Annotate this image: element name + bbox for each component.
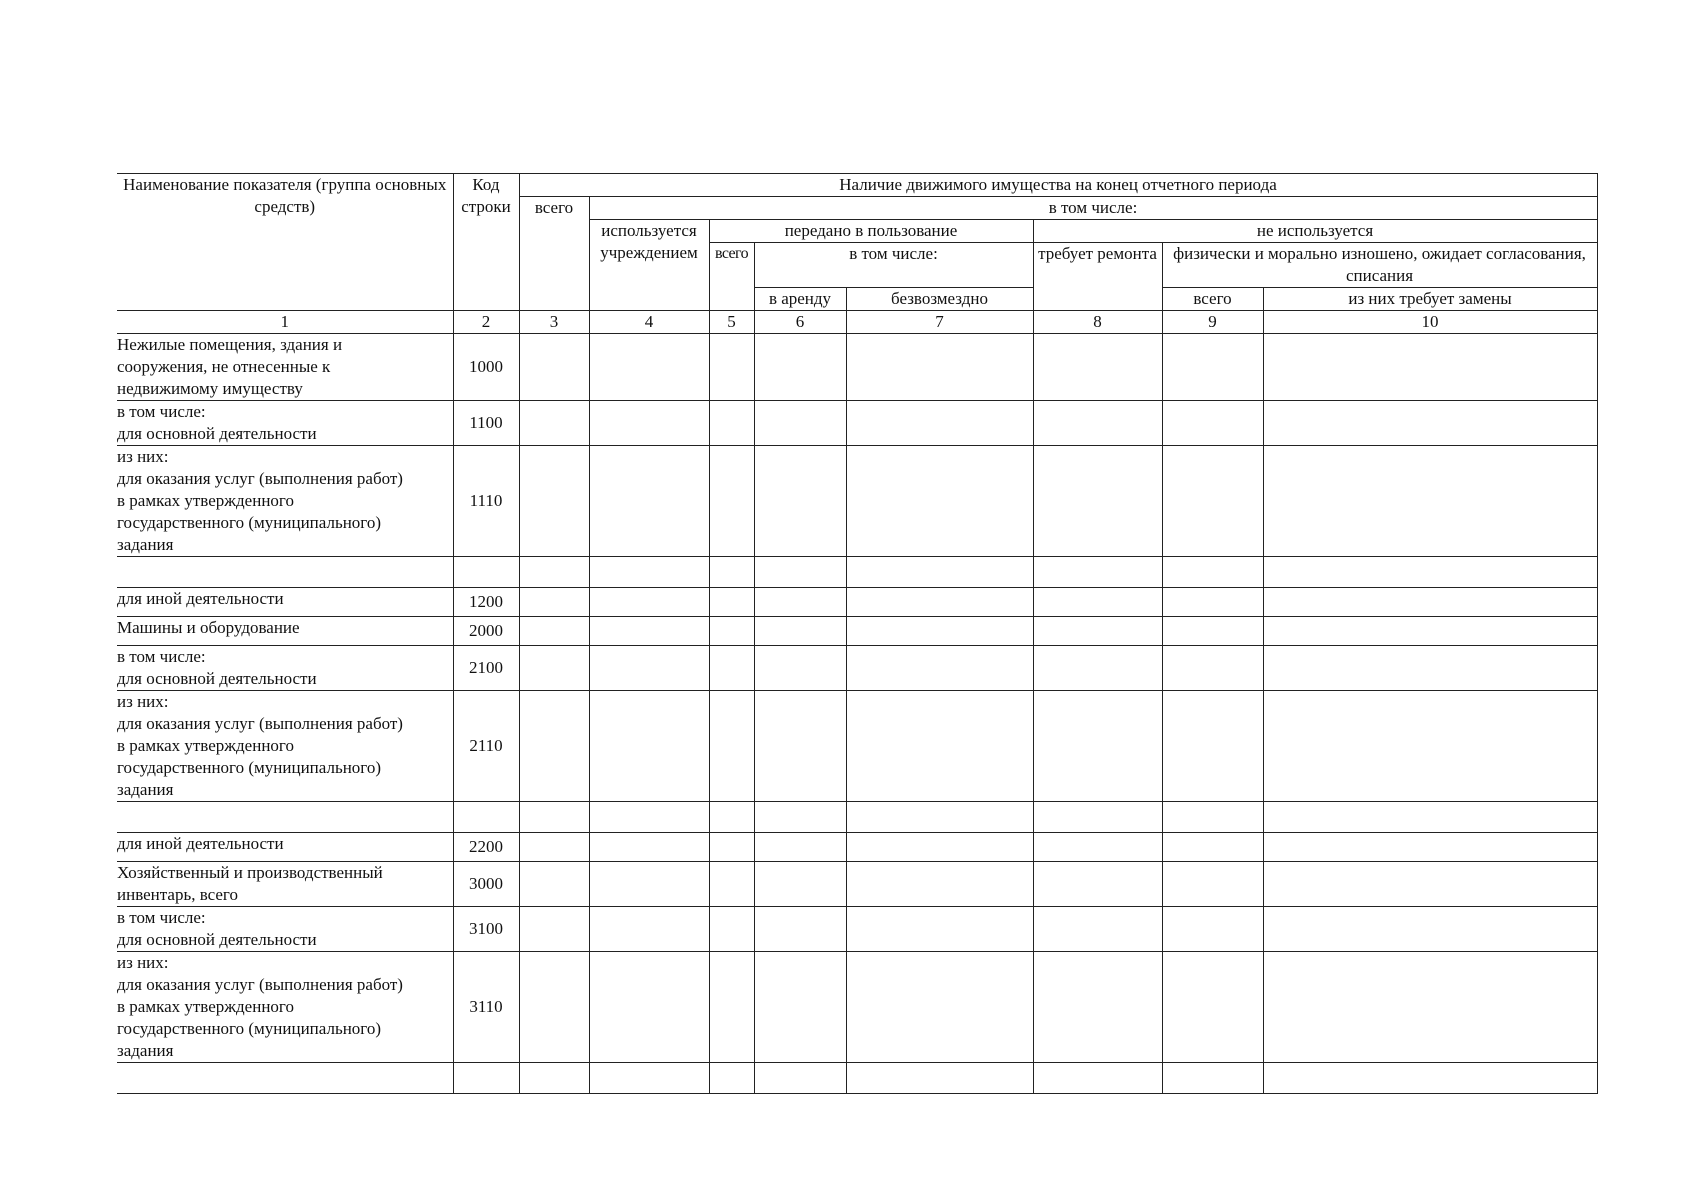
value-cell-col-4[interactable] <box>589 557 709 588</box>
header-not-used: не используется <box>1033 220 1597 243</box>
value-cell-col-10[interactable] <box>1263 588 1597 617</box>
value-cell-col-5[interactable] <box>709 833 754 862</box>
value-cell-col-3[interactable] <box>519 802 589 833</box>
header-free-of-charge: безвозмездно <box>846 288 1033 311</box>
table-row <box>117 401 1597 446</box>
value-cell-col-8[interactable] <box>1033 802 1162 833</box>
row-name-cell <box>117 557 453 588</box>
value-cell-col-10[interactable] <box>1263 691 1597 802</box>
row-code-cell: 3110 <box>453 952 519 1063</box>
header-main-group: Наличие движимого имущества на конец отчетного периода <box>519 174 1597 197</box>
header-needs-replacement: из них требует замены <box>1263 288 1597 311</box>
value-cell-col-3[interactable] <box>519 907 589 952</box>
value-cell-col-5[interactable] <box>709 691 754 802</box>
value-cell-col-10[interactable] <box>1263 1063 1597 1094</box>
value-cell-col-9[interactable] <box>1162 833 1263 862</box>
value-cell-col-4[interactable] <box>589 907 709 952</box>
value-cell-col-4[interactable] <box>589 862 709 907</box>
column-number: 4 <box>589 311 709 334</box>
row-code-cell: 1100 <box>453 401 519 446</box>
value-cell-col-8[interactable] <box>1033 1063 1162 1094</box>
column-number: 8 <box>1033 311 1162 334</box>
column-number: 10 <box>1263 311 1597 334</box>
table-row <box>117 1063 1597 1094</box>
value-cell-col-6[interactable] <box>754 401 846 446</box>
value-cell-col-6[interactable] <box>754 588 846 617</box>
value-cell-col-6[interactable] <box>754 691 846 802</box>
row-code-cell: 2200 <box>453 833 519 862</box>
value-cell-col-5[interactable] <box>709 1063 754 1094</box>
value-cell-col-4[interactable] <box>589 334 709 401</box>
value-cell-col-3[interactable] <box>519 588 589 617</box>
value-cell-col-9[interactable] <box>1162 952 1263 1063</box>
value-cell-col-8[interactable] <box>1033 691 1162 802</box>
row-code-cell: 2100 <box>453 646 519 691</box>
column-number: 6 <box>754 311 846 334</box>
column-number: 5 <box>709 311 754 334</box>
value-cell-col-6[interactable] <box>754 617 846 646</box>
value-cell-col-10[interactable] <box>1263 907 1597 952</box>
value-cell-col-6[interactable] <box>754 907 846 952</box>
table-header <box>117 174 1597 334</box>
value-cell-col-10[interactable] <box>1263 802 1597 833</box>
header-transferred-total: всего <box>709 243 754 311</box>
row-code-cell <box>453 1063 519 1094</box>
row-code-cell: 1000 <box>453 334 519 401</box>
row-name-cell <box>117 802 453 833</box>
table-row <box>117 907 1597 952</box>
header-needs-repair: требует ремонта <box>1033 243 1162 311</box>
value-cell-col-9[interactable] <box>1162 617 1263 646</box>
row-code-cell <box>453 802 519 833</box>
value-cell-col-9[interactable] <box>1162 646 1263 691</box>
header-transferred: передано в пользование <box>709 220 1033 243</box>
table-row <box>117 691 1597 802</box>
column-number-row <box>117 311 1597 334</box>
value-cell-col-4[interactable] <box>589 1063 709 1094</box>
row-name-cell <box>117 1063 453 1094</box>
table-row <box>117 802 1597 833</box>
value-cell-col-7[interactable] <box>846 1063 1033 1094</box>
value-cell-col-7[interactable] <box>846 401 1033 446</box>
table-row <box>117 617 1597 646</box>
value-cell-col-3[interactable] <box>519 646 589 691</box>
header-worn-out: физически и морально изношено, ожидает согласования, списания <box>1162 243 1597 288</box>
row-name-cell: в том числе: для основной деятельности <box>117 401 453 446</box>
value-cell-col-5[interactable] <box>709 862 754 907</box>
table-row <box>117 588 1597 617</box>
table-row <box>117 557 1597 588</box>
header-transferred-including: в том числе: <box>754 243 1033 288</box>
value-cell-col-10[interactable] <box>1263 952 1597 1063</box>
value-cell-col-9[interactable] <box>1162 862 1263 907</box>
value-cell-col-8[interactable] <box>1033 557 1162 588</box>
value-cell-col-6[interactable] <box>754 646 846 691</box>
table-row <box>117 952 1597 1063</box>
value-cell-col-4[interactable] <box>589 446 709 557</box>
value-cell-col-4[interactable] <box>589 401 709 446</box>
value-cell-col-8[interactable] <box>1033 617 1162 646</box>
column-number: 1 <box>117 311 453 334</box>
value-cell-col-8[interactable] <box>1033 833 1162 862</box>
header-total: всего <box>519 197 589 311</box>
row-code-cell: 3100 <box>453 907 519 952</box>
value-cell-col-5[interactable] <box>709 907 754 952</box>
value-cell-col-6[interactable] <box>754 334 846 401</box>
property-report-table <box>117 173 1598 1094</box>
value-cell-col-3[interactable] <box>519 862 589 907</box>
value-cell-col-9[interactable] <box>1162 691 1263 802</box>
value-cell-col-10[interactable] <box>1263 646 1597 691</box>
table-body <box>117 334 1597 1094</box>
value-cell-col-4[interactable] <box>589 691 709 802</box>
row-code-cell: 3000 <box>453 862 519 907</box>
value-cell-col-6[interactable] <box>754 952 846 1063</box>
value-cell-col-5[interactable] <box>709 446 754 557</box>
value-cell-col-5[interactable] <box>709 646 754 691</box>
row-name-cell: из них: для оказания услуг (выполнения работ) в рамках утвержденного государственного (муниципального) задания <box>117 446 453 557</box>
value-cell-col-9[interactable] <box>1162 802 1263 833</box>
row-code-cell <box>453 557 519 588</box>
value-cell-col-3[interactable] <box>519 557 589 588</box>
value-cell-col-7[interactable] <box>846 557 1033 588</box>
value-cell-col-9[interactable] <box>1162 1063 1263 1094</box>
value-cell-col-7[interactable] <box>846 646 1033 691</box>
value-cell-col-5[interactable] <box>709 617 754 646</box>
column-number: 7 <box>846 311 1033 334</box>
row-name-cell: из них: для оказания услуг (выполнения работ) в рамках утвержденного государственного (муниципального) задания <box>117 691 453 802</box>
table-row <box>117 833 1597 862</box>
value-cell-col-7[interactable] <box>846 691 1033 802</box>
value-cell-col-7[interactable] <box>846 952 1033 1063</box>
value-cell-col-6[interactable] <box>754 833 846 862</box>
value-cell-col-5[interactable] <box>709 557 754 588</box>
value-cell-col-7[interactable] <box>846 907 1033 952</box>
value-cell-col-10[interactable] <box>1263 401 1597 446</box>
table-row <box>117 646 1597 691</box>
header-rent: в аренду <box>754 288 846 311</box>
value-cell-col-3[interactable] <box>519 334 589 401</box>
value-cell-col-6[interactable] <box>754 446 846 557</box>
table-row <box>117 446 1597 557</box>
row-name-cell: из них: для оказания услуг (выполнения работ) в рамках утвержденного государственного (муниципального) задания <box>117 952 453 1063</box>
value-cell-col-6[interactable] <box>754 802 846 833</box>
table-row <box>117 334 1597 401</box>
header-name-column: Наименование показателя (группа основных средств) <box>117 174 453 311</box>
header-code-column: Код строки <box>453 174 519 311</box>
value-cell-col-3[interactable] <box>519 952 589 1063</box>
value-cell-col-6[interactable] <box>754 862 846 907</box>
value-cell-col-5[interactable] <box>709 802 754 833</box>
value-cell-col-6[interactable] <box>754 557 846 588</box>
value-cell-col-10[interactable] <box>1263 833 1597 862</box>
column-number: 9 <box>1162 311 1263 334</box>
value-cell-col-7[interactable] <box>846 617 1033 646</box>
value-cell-col-5[interactable] <box>709 401 754 446</box>
value-cell-col-10[interactable] <box>1263 446 1597 557</box>
value-cell-col-5[interactable] <box>709 952 754 1063</box>
value-cell-col-4[interactable] <box>589 802 709 833</box>
header-used-by-institution: используется учреждением <box>589 220 709 311</box>
value-cell-col-4[interactable] <box>589 952 709 1063</box>
row-name-cell: Нежилые помещения, здания и сооружения, не отнесенные к недвижимому имуществу <box>117 334 453 401</box>
value-cell-col-9[interactable] <box>1162 401 1263 446</box>
row-code-cell: 2000 <box>453 617 519 646</box>
column-number: 2 <box>453 311 519 334</box>
value-cell-col-9[interactable] <box>1162 588 1263 617</box>
value-cell-col-7[interactable] <box>846 802 1033 833</box>
row-name-cell: Машины и оборудование <box>117 617 453 646</box>
value-cell-col-9[interactable] <box>1162 446 1263 557</box>
value-cell-col-5[interactable] <box>709 588 754 617</box>
row-name-cell: для иной деятельности <box>117 833 453 862</box>
value-cell-col-4[interactable] <box>589 646 709 691</box>
value-cell-col-7[interactable] <box>846 833 1033 862</box>
value-cell-col-8[interactable] <box>1033 952 1162 1063</box>
value-cell-col-3[interactable] <box>519 446 589 557</box>
value-cell-col-10[interactable] <box>1263 334 1597 401</box>
value-cell-col-3[interactable] <box>519 691 589 802</box>
value-cell-col-10[interactable] <box>1263 617 1597 646</box>
value-cell-col-10[interactable] <box>1263 557 1597 588</box>
column-number: 3 <box>519 311 589 334</box>
value-cell-col-5[interactable] <box>709 334 754 401</box>
row-name-cell: Хозяйственный и производственный инвентарь, всего <box>117 862 453 907</box>
header-including: в том числе: <box>589 197 1597 220</box>
row-code-cell: 1200 <box>453 588 519 617</box>
value-cell-col-8[interactable] <box>1033 334 1162 401</box>
row-code-cell: 2110 <box>453 691 519 802</box>
value-cell-col-9[interactable] <box>1162 907 1263 952</box>
value-cell-col-7[interactable] <box>846 588 1033 617</box>
value-cell-col-8[interactable] <box>1033 646 1162 691</box>
value-cell-col-8[interactable] <box>1033 862 1162 907</box>
row-name-cell: в том числе: для основной деятельности <box>117 646 453 691</box>
value-cell-col-8[interactable] <box>1033 446 1162 557</box>
value-cell-col-7[interactable] <box>846 446 1033 557</box>
value-cell-col-3[interactable] <box>519 833 589 862</box>
row-name-cell: для иной деятельности <box>117 588 453 617</box>
header-worn-total: всего <box>1162 288 1263 311</box>
value-cell-col-3[interactable] <box>519 1063 589 1094</box>
value-cell-col-3[interactable] <box>519 401 589 446</box>
value-cell-col-7[interactable] <box>846 862 1033 907</box>
value-cell-col-10[interactable] <box>1263 862 1597 907</box>
value-cell-col-6[interactable] <box>754 1063 846 1094</box>
row-code-cell: 1110 <box>453 446 519 557</box>
table-row <box>117 862 1597 907</box>
value-cell-col-9[interactable] <box>1162 557 1263 588</box>
value-cell-col-4[interactable] <box>589 833 709 862</box>
value-cell-col-3[interactable] <box>519 617 589 646</box>
value-cell-col-8[interactable] <box>1033 907 1162 952</box>
value-cell-col-7[interactable] <box>846 334 1033 401</box>
value-cell-col-4[interactable] <box>589 617 709 646</box>
value-cell-col-9[interactable] <box>1162 334 1263 401</box>
value-cell-col-4[interactable] <box>589 588 709 617</box>
value-cell-col-8[interactable] <box>1033 401 1162 446</box>
value-cell-col-8[interactable] <box>1033 588 1162 617</box>
row-name-cell: в том числе: для основной деятельности <box>117 907 453 952</box>
